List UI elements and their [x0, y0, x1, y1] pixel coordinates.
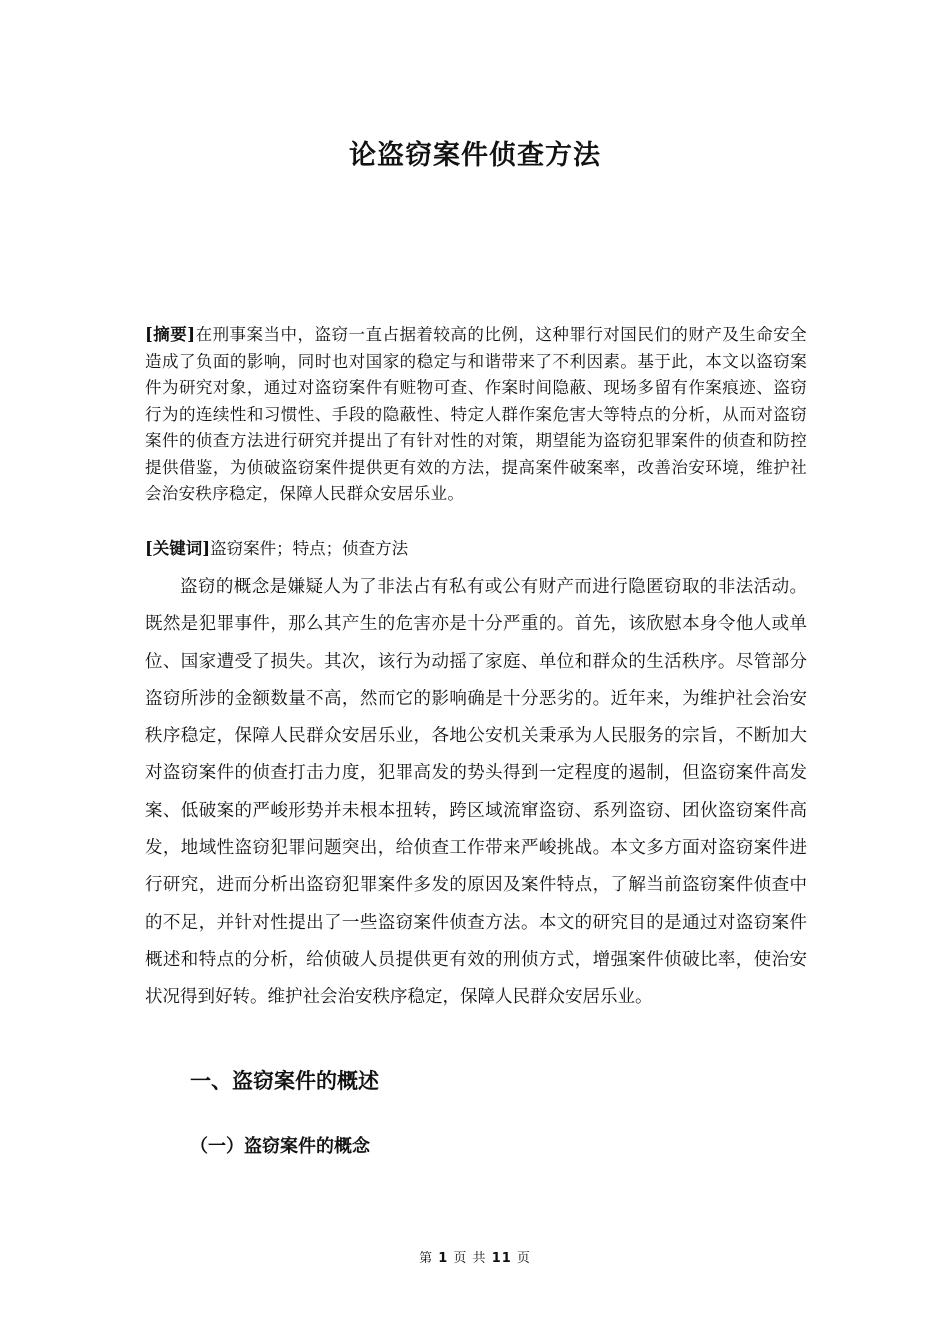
keywords-text: 盗窃案件；特点；侦查方法 — [210, 539, 409, 558]
abstract-label: [摘要] — [145, 325, 196, 344]
keywords-label: [关键词] — [145, 539, 211, 558]
subsection-heading: （一）盗窃案件的概念 — [190, 1136, 370, 1157]
footer-suffix: 页 — [516, 1251, 531, 1266]
footer-prefix: 第 — [419, 1251, 434, 1266]
document-title: 论盗窃案件侦查方法 — [349, 140, 601, 171]
footer-middle: 页 共 — [453, 1251, 487, 1266]
section-heading: 一、盗窃案件的概述 — [190, 1069, 379, 1093]
footer-page-number: 1 — [438, 1251, 449, 1266]
keywords-line — [145, 536, 807, 563]
page-footer — [0, 1247, 950, 1266]
abstract-text: 在刑事案当中，盗窃一直占据着较高的比例，这种罪行对国民们的财产及生命安全造成了负面的影响，同时也对国家的稳定与和谐带来了不利因素。基于此，本文以盗窃案件为研究对象，通过对盗窃案件有赃物可查、作案时间隐蔽、现场多留有作案痕迹、盗窃行为的连续性和习惯性、手段的隐蔽性、特定人群作案危害大等特点的分析，从而对盗窃案件的侦查方法进行研究并提出了有针对性的对策，期望能为盗窃犯罪案件的侦查和防控提供借鉴，为侦破盗窃案件提供更有效的方法，提高案件破案率，改善治安环境，维护社会治安秩序稳定，保障人民群众安居乐业。 — [145, 325, 807, 503]
abstract-paragraph — [145, 322, 807, 508]
body-paragraph: 盗窃的概念是嫌疑人为了非法占有私有或公有财产而进行隐匿窃取的非法活动。既然是犯罪事件，那么其产生的危害亦是十分严重的。首先，该欣慰本身令他人或单位、国家遭受了损失。其次，该行为动摇了家庭、单位和群众的生活秩序。尽管部分盗窃所涉的金额数量不高，然而它的影响确是十分恶劣的。近年来，为维护社会治安秩序稳定，保障人民群众安居乐业，各地公安机关秉承为人民服务的宗旨，不断加大对盗窃案件的侦查打击力度，犯罪高发的势头得到一定程度的遏制，但盗窃案件高发案、低破案的严峻形势并未根本扭转，跨区域流窜盗窃、系列盗窃、团伙盗窃案件高发，地域性盗窃犯罪问题突出，给侦查工作带来严峻挑战。本文多方面对盗窃案件进行研究，进而分析出盗窃犯罪案件多发的原因及案件特点，了解当前盗窃案件侦查中的不足，并针对性提出了一些盗窃案件侦查方法。本文的研究目的是通过对盗窃案件概述和特点的分析，给侦破人员提供更有效的刑侦方式，增强案件侦破比率，使治安状况得到好转。维护社会治安秩序稳定，保障人民群众安居乐业。 — [145, 577, 807, 1008]
footer-total-pages: 11 — [491, 1251, 512, 1266]
